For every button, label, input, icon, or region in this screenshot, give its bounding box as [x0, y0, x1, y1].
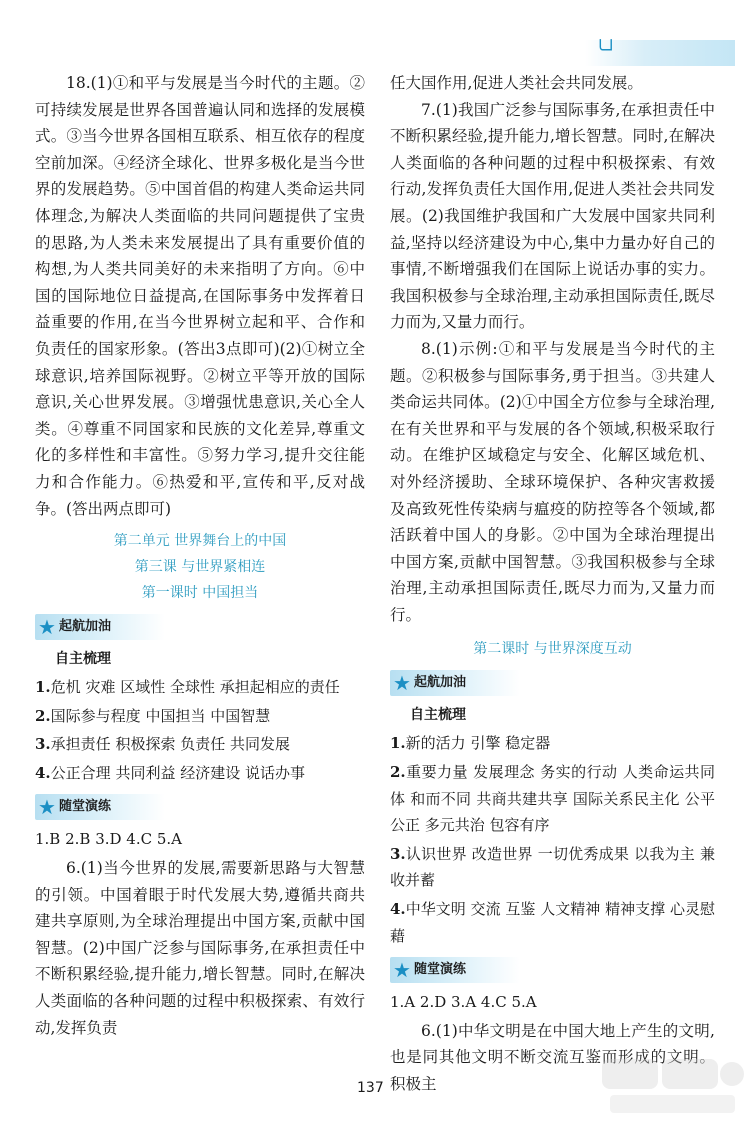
star-icon: ★ [38, 615, 56, 640]
right-column [390, 70, 715, 1098]
section-header-suitang [390, 957, 520, 983]
section-label: 起航加油 [58, 618, 111, 634]
section-header-qihang [390, 670, 520, 696]
unit-title: 第二单元 世界舞台上的中国 [113, 533, 287, 550]
answer-item: 2.国际参与程度 中国担当 中国智慧 [35, 706, 271, 725]
answer-item: 4.中华文明 交流 互鉴 人文精神 精神支撑 心灵慰藉 [390, 900, 715, 945]
answer-item: 3.承担责任 积极探索 负责任 共同发展 [35, 735, 290, 754]
self-study-heading: 自主梳理 [410, 707, 466, 724]
corner-icon: ╰┘ [595, 40, 617, 61]
period-title: 第一课时 中国担当 [141, 585, 259, 602]
star-icon: ★ [393, 958, 411, 983]
watermark-logo [600, 1055, 745, 1117]
section-label: 随堂演练 [413, 961, 466, 977]
answer-item: 3.认识世界 改造世界 一切优秀成果 以我为主 兼收并蓄 [390, 844, 715, 890]
mc-answers: 1.A 2.D 3.A 4.C 5.A [390, 993, 537, 1012]
answer-continuation: 任大国作用,促进人类社会共同发展。 [390, 74, 643, 92]
answer-6b: 6.(1)中华文明是在中国大地上产生的文明,也是同其他文明不断交流互鉴而形成的文明。积极主 [390, 1021, 715, 1093]
answer-item: 1.新的活力 引擎 稳定器 [390, 734, 551, 753]
lesson-title: 第三课 与世界紧相连 [134, 559, 266, 576]
mc-answers: 1.B 2.B 3.D 4.C 5.A [35, 830, 183, 849]
star-icon: ★ [38, 795, 56, 820]
section-label: 随堂演练 [58, 799, 111, 815]
star-icon: ★ [393, 671, 411, 696]
section-header-suitang [35, 794, 165, 820]
answer-8: 8.(1)示例:①和平与发展是当今时代的主题。②积极参与国际事务,勇于担当。③共建人类命运共同体。(2)①中国全方位参与全球治理,在有关世界和平与发展的各个领域,积极采取行动。在维护区域稳定与安全、化解区域危机、对外经济援助、全球环境保护、各种灾害救援及高致死性传染病与瘟疫的防控等各个领域,都活跃着中国人的身影。②中国为全球治理提出中国方案,贡献中国智慧。③我国积极参与全球治理,主动承担国际责任,既尽力而为,又量力而行。 [390, 339, 715, 624]
page-number: 137 [357, 1080, 384, 1096]
answer-item: 2.重要力量 发展理念 务实的行动 人类命运共同体 和而不同 共商共建共享 国际关系民主化 公平公正 多元共治 包容有序 [390, 763, 715, 835]
answer-7: 7.(1)我国广泛参与国际事务,在承担责任中不断积累经验,提升能力,增长智慧。同时,在解决人类面临的各种问题的过程中积极探索、有效行动,发挥负责任大国作用,促进人类社会共同发展。(2)我国维护我国和广大发展中国家共同利益,坚持以经济建设为中心,集中力量办好自己的事情,不断增强我们在国际上说话办事的实力。我国积极参与全球治理,主动承担国际责任,既尽力而为,又量力而行。 [390, 100, 715, 332]
answer-18: 18.(1)①和平与发展是当今时代的主题。②可持续发展是世界各国普遍认同和选择的发展模式。③当今世界各国相互联系、相互依存的程度空前加深。④经济全球化、世界多极化是当今世界的发展趋势。⑤中国首倡的构建人类命运共同体理念,为解决人类面临的共同问题提供了宝贵的思路,为人类未来发展提出了具有重要价值的构想,为人类共同美好的未来指明了方向。⑥中国的国际地位日益提高,在国际事务中发挥着日益重要的作用,在当今世界树立起和平、合作和负责任的国家形象。(答出3点即可)(2)①树立全球意识,培养国际视野。②树立平等开放的国际意识,关心世界发展。③增强忧患意识,关心全人类。④尊重不同国家和民族的文化差异,尊重文化的多样性和丰富性。⑤努力学习,提升交往能力和合作能力。⑥热爱和平,宣传和平,反对战争。(答出两点即可) [35, 74, 365, 518]
section-header-qihang [35, 614, 165, 640]
self-study-heading: 自主梳理 [55, 651, 111, 668]
answer-item: 1.危机 灾难 区域性 全球性 承担起相应的责任 [35, 678, 340, 697]
answer-6: 6.(1)当今世界的发展,需要新思路与大智慧的引领。中国着眼于时代发展大势,遵循共商共建共享原则,为全球治理提出中国方案,贡献中国智慧。(2)中国广泛参与国际事务,在承担责任中不断积累经验,提升能力,增长智慧。同时,在解决人类面临的各种问题的过程中积极探索、有效行动,发挥负责 [35, 859, 365, 1037]
answer-item: 4.公正合理 共同利益 经济建设 说话办事 [35, 763, 305, 782]
section-label: 起航加油 [413, 675, 466, 691]
left-column [35, 70, 365, 1041]
period2-title: 第二课时 与世界深度互动 [473, 641, 632, 658]
